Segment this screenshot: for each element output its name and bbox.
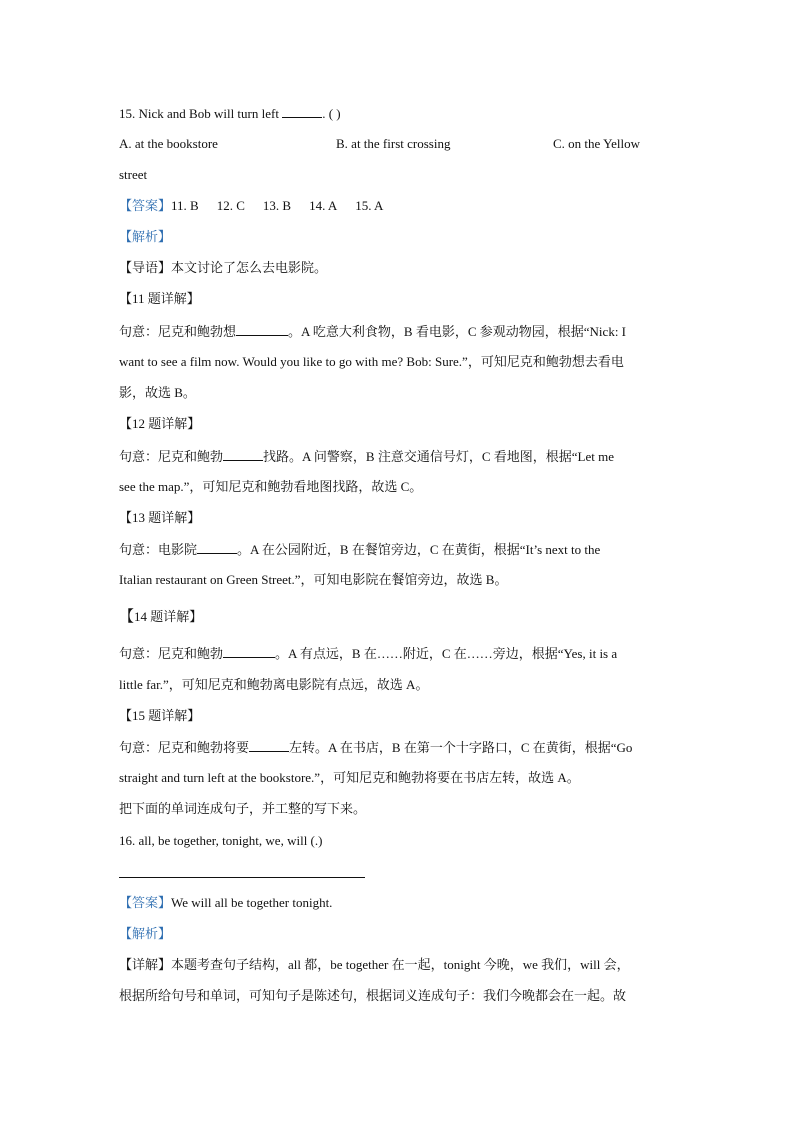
answer-blank bbox=[223, 448, 263, 461]
answer-blank bbox=[236, 323, 288, 336]
answer-line bbox=[119, 877, 365, 878]
guide-line bbox=[119, 260, 327, 276]
q12-line-2: see the map.”，可知尼克和鲍勃看地图找路，故选 C。 bbox=[119, 479, 423, 494]
q12-line-1-post: 找路。A 问警察，B 注意交通信号灯，C 看地图，根据“Let me bbox=[263, 449, 615, 464]
guide-tag: 【导语】 bbox=[119, 260, 172, 275]
q12-line-1-pre: 句意：尼克和鲍勃 bbox=[119, 449, 224, 464]
q13-heading: 【13 题详解】 bbox=[119, 510, 201, 525]
q15-line-1-post: 左转。A 在书店，B 在第一个十字路口，C 在黄街，根据“Go bbox=[289, 740, 633, 755]
q13-line-1 bbox=[119, 541, 600, 558]
answer-item: 11. B bbox=[171, 198, 199, 213]
q12-line-1 bbox=[119, 448, 614, 465]
q13-line-1-pre: 句意：电影院 bbox=[119, 542, 198, 557]
q11-heading: 【11 题详解】 bbox=[119, 291, 200, 306]
answer-blank bbox=[249, 739, 289, 752]
q15-heading: 【15 题详解】 bbox=[119, 708, 201, 723]
q16-stem: 16. all, be together, tonight, we, will (.) bbox=[119, 833, 323, 848]
option-b: B. at the first crossing bbox=[336, 136, 451, 151]
q15-line-1 bbox=[119, 739, 632, 756]
q16-detail-line-2: 根据所给句号和单词，可知句子是陈述句，根据词义连成句子：我们今晚都会在一起。故 bbox=[119, 988, 627, 1003]
guide-text: 本文讨论了怎么去电影院。 bbox=[171, 260, 328, 275]
question-15-stem bbox=[119, 105, 341, 122]
option-c-continued: street bbox=[119, 167, 148, 182]
q15-line-2: straight and turn left at the bookstore.”，可知尼克和鲍勃将要在书店左转，故选 A。 bbox=[119, 770, 580, 785]
answer-row bbox=[119, 198, 383, 214]
detail-text-1: 本题考查句子结构，all 都，be together 在一起，tonight 今晚，we 我们，will 会， bbox=[171, 957, 630, 972]
q14-heading-bracket: 【 bbox=[119, 609, 135, 625]
answer-tag: 【答案】 bbox=[119, 198, 172, 213]
answer-item: 13. B bbox=[262, 198, 292, 213]
q14-line-1 bbox=[119, 645, 617, 662]
option-a: A. at the bookstore bbox=[119, 136, 218, 151]
answer-item: 15. A bbox=[355, 198, 384, 213]
q11-line-1-pre: 句意：尼克和鲍勃想 bbox=[119, 324, 237, 339]
q13-line-1-post: 。A 在公园附近，B 在餐馆旁边，C 在黄街，根据“It’s next to the bbox=[237, 542, 601, 557]
q12-heading: 【12 题详解】 bbox=[119, 416, 201, 431]
answer-blank bbox=[282, 105, 322, 118]
q14-heading bbox=[119, 609, 202, 625]
q14-line-2: little far.”，可知尼克和鲍勃离电影院有点远，故选 A。 bbox=[119, 677, 429, 692]
q11-line-3: 影，故选 B。 bbox=[119, 385, 196, 400]
answer-item: 12. C bbox=[216, 198, 245, 213]
q13-line-2: Italian restaurant on Green Street.”，可知电影院在餐馆旁边，故选 B。 bbox=[119, 572, 508, 587]
analysis-tag: 【解析】 bbox=[119, 229, 172, 244]
q16-analysis-tag: 【解析】 bbox=[119, 926, 172, 941]
question-15-stem-post: . ( ) bbox=[322, 106, 341, 121]
detail-tag: 【详解】 bbox=[119, 957, 172, 972]
question-15-stem-pre: 15. Nick and Bob will turn left bbox=[119, 106, 283, 121]
q16-answer bbox=[119, 895, 332, 911]
q11-line-1 bbox=[119, 323, 626, 340]
section-instruction: 把下面的单词连成句子，并工整的写下来。 bbox=[119, 801, 367, 816]
q14-heading-rest: 14 题详解】 bbox=[134, 609, 203, 624]
answer-blank bbox=[197, 541, 237, 554]
answer-item: 14. A bbox=[309, 198, 338, 213]
q11-line-1-post: 。A 吃意大利食物，B 看电影，C 参观动物园，根据“Nick: I bbox=[288, 324, 627, 339]
answer-tag: 【答案】 bbox=[119, 895, 172, 910]
q16-detail-line-1 bbox=[119, 957, 630, 973]
answer-blank bbox=[223, 645, 275, 658]
q14-line-1-pre: 句意：尼克和鲍勃 bbox=[119, 646, 224, 661]
q14-line-1-post: 。A 有点远，B 在……附近，C 在……旁边，根据“Yes, it is a bbox=[275, 646, 618, 661]
q11-line-2: want to see a film now. Would you like to go with me? Bob: Sure.”，可知尼克和鲍勃想去看电 bbox=[119, 354, 624, 369]
option-c: C. on the Yellow bbox=[553, 136, 641, 151]
q15-line-1-pre: 句意：尼克和鲍勃将要 bbox=[119, 740, 250, 755]
q16-answer-text: We will all be together tonight. bbox=[171, 895, 333, 910]
